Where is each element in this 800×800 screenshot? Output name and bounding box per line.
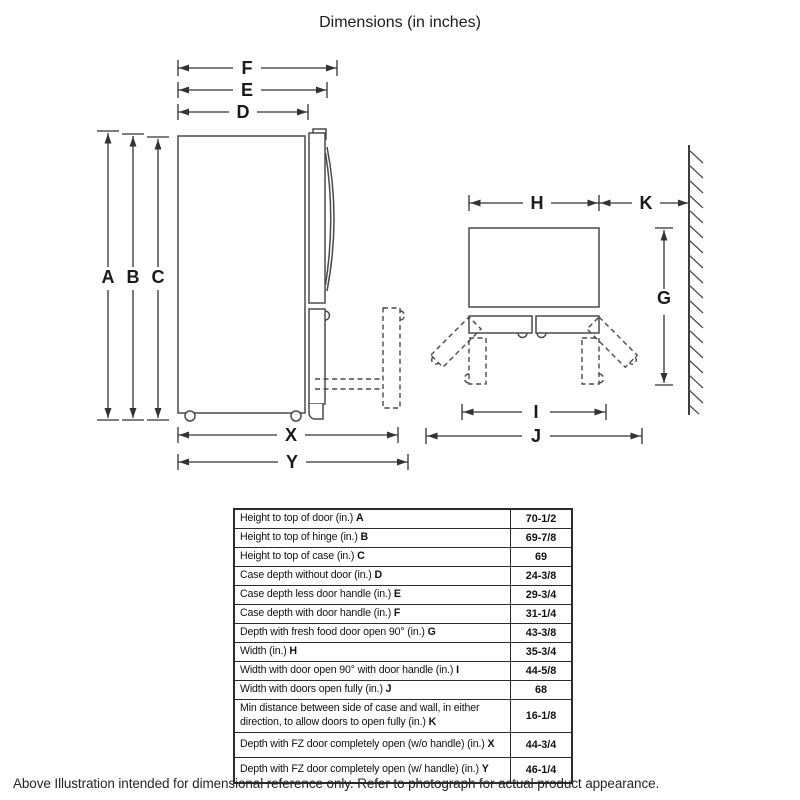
- dim-description: Case depth without door (in.): [240, 569, 372, 582]
- dimension-line-d: [178, 102, 308, 122]
- dim-letter: X: [487, 737, 495, 750]
- dimension-line-g: [655, 228, 673, 385]
- left-door-closed: [469, 316, 532, 333]
- dimension-line-x: [178, 425, 398, 445]
- dim-label-i: I: [533, 402, 539, 422]
- dim-description: Height to top of door (in.): [240, 512, 354, 525]
- door-handle-inner: [326, 153, 331, 285]
- dim-label-c: C: [151, 267, 165, 287]
- dim-value: 29-3/4: [511, 586, 573, 605]
- side-view-diagram: [178, 129, 405, 421]
- table-row: [234, 586, 572, 605]
- dim-letter: A: [355, 512, 364, 525]
- dimension-line-f: [178, 58, 337, 78]
- right-door-closed: [536, 316, 599, 333]
- dim-description: Depth with FZ door completely open (w/ handle) (in.): [240, 763, 479, 775]
- table-row: [234, 643, 572, 662]
- dim-label-y: Y: [285, 452, 299, 472]
- dim-letter: K: [428, 716, 437, 729]
- dimension-line-a: [97, 131, 119, 420]
- fresh-food-door: [309, 133, 325, 303]
- dim-description: Width (in.): [240, 645, 287, 658]
- page-title: Dimensions (in inches): [319, 14, 481, 31]
- dim-value: 16-1/8: [511, 700, 573, 733]
- dim-letter: H: [289, 645, 297, 658]
- dim-letter: J: [385, 683, 392, 696]
- freezer-drawer-front: [309, 309, 325, 404]
- dim-label-k: K: [639, 193, 653, 213]
- wall-hatching: [689, 150, 703, 414]
- dimension-line-y: [178, 452, 408, 472]
- table-row: [234, 567, 572, 586]
- dimension-line-c: [147, 137, 169, 420]
- dim-description: Width with door open 90° with door handle (in.): [240, 664, 454, 677]
- left-door-open-90-dashed: [469, 338, 486, 384]
- caster-wheel-rear: [185, 411, 195, 421]
- dim-letter: E: [393, 588, 401, 601]
- dim-value: 44-3/4: [511, 732, 573, 757]
- dim-value: 43-3/8: [511, 624, 573, 643]
- dim-label-j: J: [530, 426, 542, 446]
- table-row: [234, 681, 572, 700]
- dim-letter: I: [456, 664, 459, 677]
- table-row: [234, 700, 572, 733]
- dim-label-e: E: [240, 80, 254, 100]
- caster-wheel-front: [291, 411, 301, 421]
- dim-value: 69: [511, 548, 573, 567]
- table-row: [234, 732, 572, 757]
- table-row: [234, 509, 572, 529]
- dim-label-h: H: [530, 193, 544, 213]
- dim-letter: C: [357, 550, 365, 563]
- dimension-line-i: [462, 402, 606, 422]
- right-door-open-90-dashed: [582, 338, 599, 384]
- dim-label-x: X: [284, 425, 298, 445]
- table-row: [234, 662, 572, 681]
- dim-value: 68: [511, 681, 573, 700]
- fridge-case-outline: [178, 136, 305, 413]
- dim-value: 44-5/8: [511, 662, 573, 681]
- dim-value: 69-7/8: [511, 529, 573, 548]
- dim-letter: B: [360, 531, 369, 544]
- dim-label-b: B: [126, 267, 140, 287]
- dim-label-f: F: [241, 58, 253, 78]
- dim-description: Height to top of case (in.): [240, 550, 355, 563]
- dim-letter: G: [427, 626, 436, 639]
- table-row: [234, 605, 572, 624]
- case-top-view: [469, 228, 599, 307]
- dim-description: Case depth with door handle (in.): [240, 607, 392, 620]
- dim-label-g: G: [656, 288, 672, 308]
- dim-description: Case depth less door handle (in.): [240, 588, 392, 601]
- dim-description: Depth with FZ door completely open (w/o handle) (in.): [240, 737, 485, 750]
- drawer-foot: [309, 404, 323, 419]
- dim-value: 46-1/4: [511, 757, 573, 783]
- dim-letter: Y: [481, 763, 489, 775]
- dim-value: 35-3/4: [511, 643, 573, 662]
- table-row: [234, 548, 572, 567]
- dim-description: Width with doors open fully (in.): [240, 683, 383, 696]
- dim-letter: D: [374, 569, 382, 582]
- dim-description: Min distance between side of case and wall, in either direction, to allow doors to open fully (in.): [240, 702, 480, 729]
- dim-letter: F: [393, 607, 401, 620]
- dim-value: 24-3/8: [511, 567, 573, 586]
- dimension-line-h: [469, 193, 599, 213]
- footer-disclaimer: Above Illustration intended for dimensional reference only. Refer to photograph for actual product appearance.: [13, 776, 660, 791]
- dim-label-a: A: [101, 267, 115, 287]
- dimension-line-e: [178, 80, 327, 100]
- dim-label-d: D: [236, 102, 250, 122]
- table-row: [234, 624, 572, 643]
- dim-description: Height to top of hinge (in.): [240, 531, 358, 544]
- dim-value: 70-1/2: [511, 509, 573, 529]
- dimension-line-b: [122, 134, 144, 420]
- dimension-table: [233, 508, 573, 784]
- dim-description: Depth with fresh food door open 90° (in.): [240, 626, 425, 639]
- dim-value: 31-1/4: [511, 605, 573, 624]
- freezer-drawer-open-dashed: [383, 308, 400, 408]
- table-row: [234, 529, 572, 548]
- dimension-line-j: [426, 426, 642, 446]
- dimension-line-k: [599, 193, 688, 213]
